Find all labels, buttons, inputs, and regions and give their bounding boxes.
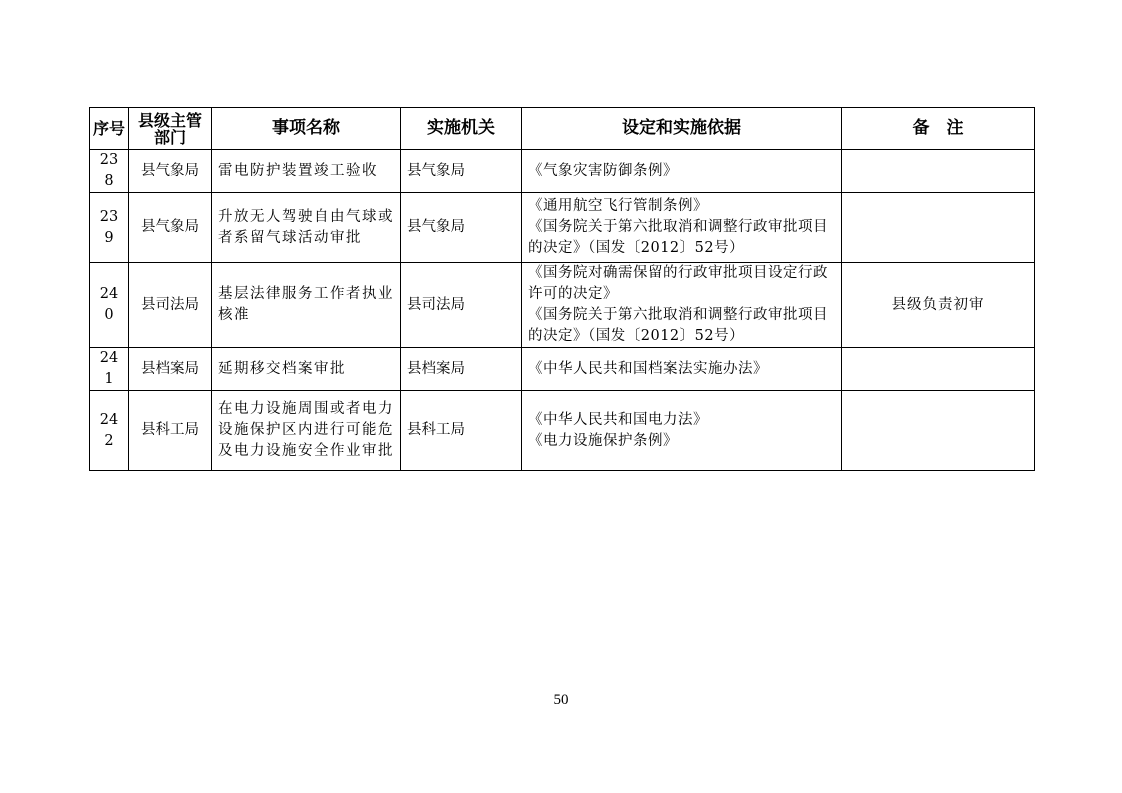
basis-line: 《国务院关于第六批取消和调整行政审批项目的决定》（国发〔2012〕52号） — [528, 307, 828, 344]
basis-line: 《中华人民共和国电力法》 — [528, 411, 708, 428]
header-item-name: 事项名称 — [212, 108, 401, 150]
basis-line: 《中华人民共和国档案法实施办法》 — [528, 360, 768, 377]
header-remarks: 备 注 — [842, 108, 1035, 150]
basis-line: 《气象灾害防御条例》 — [528, 162, 678, 179]
table-row — [90, 150, 1035, 193]
row-remarks — [842, 150, 1035, 193]
row-basis — [522, 193, 842, 263]
row-remarks — [842, 348, 1035, 391]
row-remarks — [842, 193, 1035, 263]
table-body — [90, 150, 1035, 471]
row-index: 240 — [90, 263, 129, 348]
basis-line: 《国务院对确需保留的行政审批项目设定行政许可的决定》 — [528, 265, 828, 302]
table-row — [90, 348, 1035, 391]
row-remarks — [842, 391, 1035, 471]
header-department: 县级主管部门 — [129, 108, 212, 150]
row-basis — [522, 391, 842, 471]
row-agency: 县科工局 — [401, 391, 522, 471]
basis-line: 《通用航空飞行管制条例》 — [528, 198, 708, 214]
row-agency: 县司法局 — [401, 263, 522, 348]
row-index: 241 — [90, 348, 129, 391]
row-index: 239 — [90, 193, 129, 263]
row-department: 县气象局 — [129, 193, 212, 263]
row-item-name: 基层法律服务工作者执业核准 — [212, 263, 401, 348]
header-agency: 实施机关 — [401, 108, 522, 150]
row-basis — [522, 150, 842, 193]
row-item-name: 升放无人驾驶自由气球或者系留气球活动审批 — [212, 193, 401, 263]
row-agency: 县气象局 — [401, 193, 522, 263]
row-basis — [522, 348, 842, 391]
row-department: 县档案局 — [129, 348, 212, 391]
row-agency: 县档案局 — [401, 348, 522, 391]
table-row — [90, 193, 1035, 263]
row-item-name: 在电力设施周围或者电力设施保护区内进行可能危及电力设施安全作业审批 — [212, 391, 401, 471]
table-header-row — [90, 108, 1035, 150]
approval-items-table — [89, 107, 1035, 471]
row-basis — [522, 263, 842, 348]
header-index: 序号 — [90, 108, 129, 150]
page-number: 50 — [553, 692, 569, 708]
basis-line: 《国务院关于第六批取消和调整行政审批项目的决定》（国发〔2012〕52号） — [528, 219, 828, 256]
table-row — [90, 263, 1035, 348]
row-department: 县司法局 — [129, 263, 212, 348]
row-item-name: 延期移交档案审批 — [212, 348, 401, 391]
header-basis: 设定和实施依据 — [522, 108, 842, 150]
row-department: 县科工局 — [129, 391, 212, 471]
row-item-name: 雷电防护装置竣工验收 — [212, 150, 401, 193]
row-department: 县气象局 — [129, 150, 212, 193]
row-remarks: 县级负责初审 — [842, 263, 1035, 348]
row-index: 238 — [90, 150, 129, 193]
basis-line: 《电力设施保护条例》 — [528, 432, 678, 449]
table-row — [90, 391, 1035, 471]
row-index: 242 — [90, 391, 129, 471]
row-agency: 县气象局 — [401, 150, 522, 193]
